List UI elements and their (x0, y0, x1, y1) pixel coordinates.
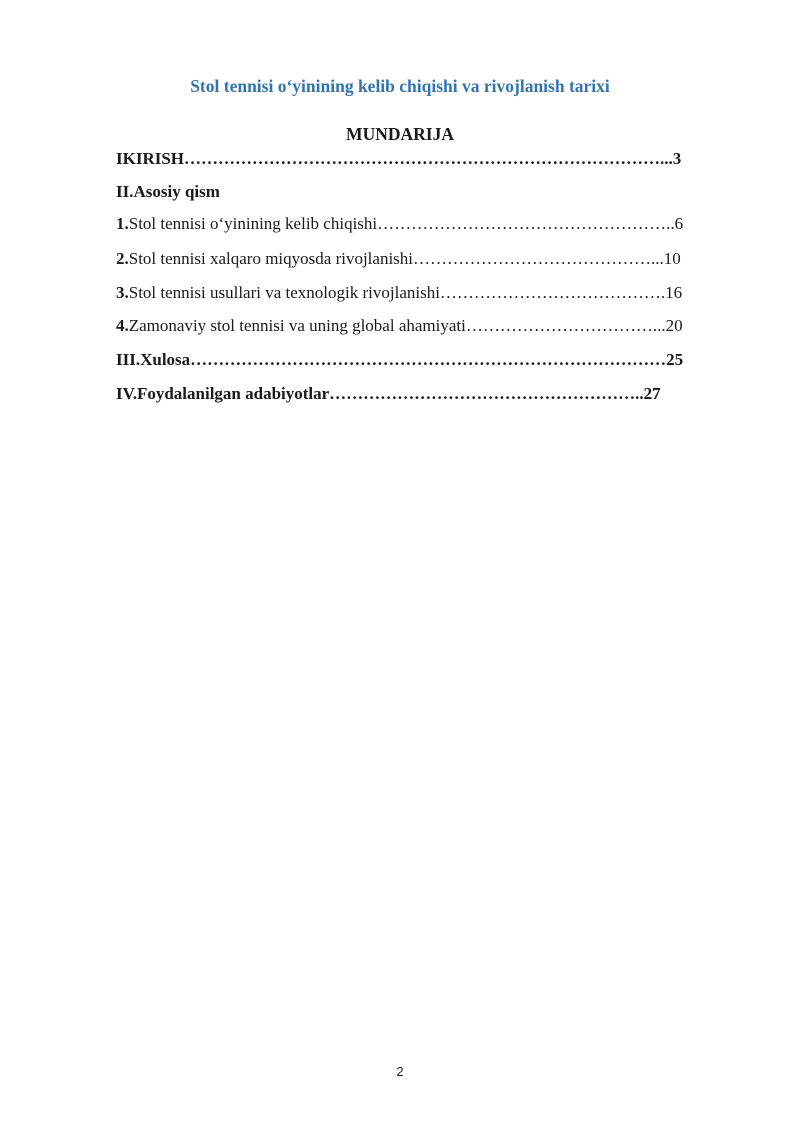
toc-entry-number: 2. (116, 249, 129, 268)
document-title: Stol tennisi o‘yinining kelib chiqishi va rivojlanish tarixi (190, 76, 610, 96)
toc-entry-text: Stol tennisi o‘yinining kelib chiqishi……………………………………………..6 (128, 214, 684, 233)
toc-entry-text: III.Xulosa…………………………………………………………………………25 (116, 350, 684, 369)
toc-entry-techniques (116, 283, 742, 303)
toc-entry-text: Stol tennisi usullari va texnologik rivojlanishi………………………………….16 (128, 283, 683, 302)
toc-entry-number: 1. (116, 214, 129, 233)
toc-entry-number: 3. (116, 283, 129, 302)
toc-entry-conclusion (116, 350, 742, 370)
toc-entry-introduction (116, 149, 742, 169)
toc-entry-number: 4. (116, 316, 129, 335)
toc-entry-text: Stol tennisi xalqaro miqyosda rivojlanishi……………………………………...10 (128, 249, 681, 268)
toc-entry-text: II.Asosiy qism (116, 182, 220, 201)
toc-section-main-part (116, 182, 742, 202)
toc-heading: MUNDARIJA (346, 124, 454, 144)
toc-entry-origin (116, 214, 742, 234)
toc-entry-modern (116, 316, 742, 336)
toc-entry-text: Zamonaviy stol tennisi va uning global ahamiyati……………………………...20 (128, 316, 683, 335)
toc-entry-international (116, 249, 742, 269)
toc-entry-references (116, 384, 742, 404)
page-number: 2 (396, 1064, 404, 1079)
toc-entry-text: IKIRISH…………………………………………………………………………...3 (116, 149, 682, 168)
toc-entry-text: IV.Foydalanilgan adabiyotlar………………………………………………..27 (116, 384, 661, 403)
